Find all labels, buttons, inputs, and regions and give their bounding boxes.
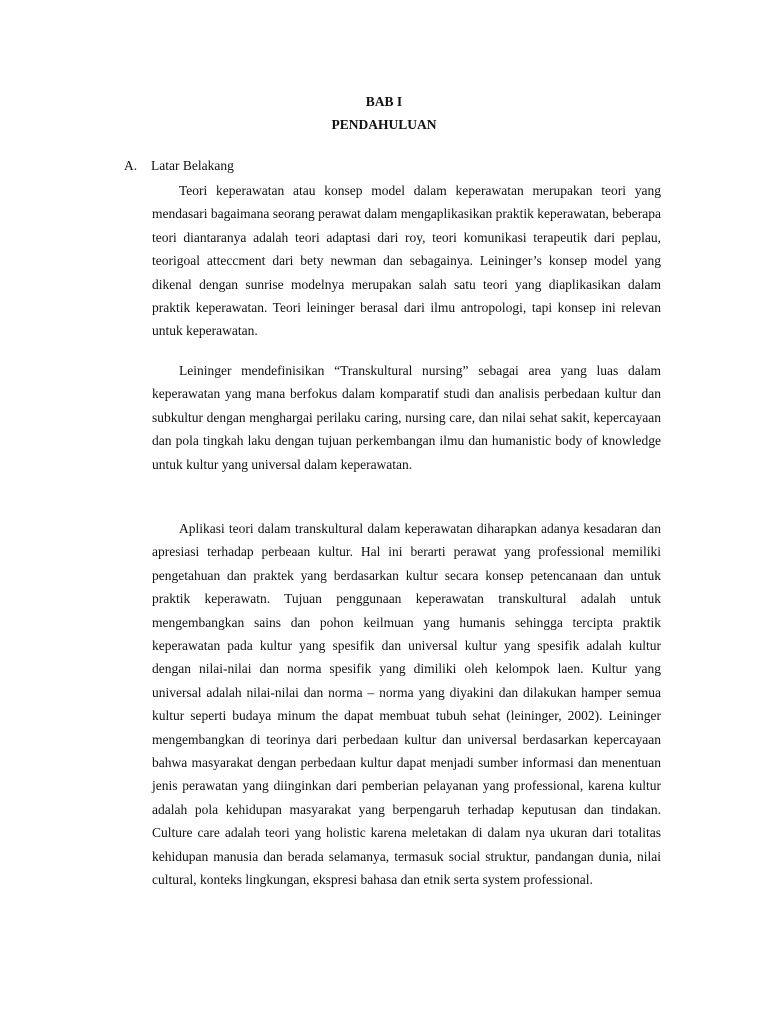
section-letter: A. — [124, 158, 138, 173]
paragraph-3: Aplikasi teori dalam transkultural dalam keperawatan diharapkan adanya kesadaran dan apresiasi terhadap perbeaan kultur. Hal ini berarti perawat yang professional memiliki pengetahuan dan praktek yang berdasarkan kultur secara konsep petencanaan dan untuk praktik keperawatn. Tujuan penggunaan keperawatan transkultural adalah untuk mengembangkan sains dan pohon keilmuan yang humanis sehingga tercipta praktik keperawatan pada kultur yang spesifik dan universal kultur yang spesifik adalah kultur dengan nilai-nilai dan norma spesifik yang dimiliki oleh kelompok laen. Kultur yang universal adalah nilai-nilai dan norma – norma yang diyakini dan dilakukan hamper semua kultur seperti budaya minum the dapat membuat tubuh sehat (leininger, 2002). Leininger mengembangkan di teorinya dari perbedaan kultur dan universal berdasarkan kepercayaan bahwa masyarakat dengan perbedaan kultur dapat menjadi sumber informasi dan menentuan jenis perawatan yang diinginkan dari pemberian pelayanan yang professional, karena kultur adalah pola kehidupan masyarakat yang berpengaruh terhadap keputusan dan tindakan. Culture care adalah teori yang holistic karena meletakan di dalam nya ukuran dari totalitas kehidupan manusia dan berada selamanya, termasuk social struktur, pandangan dunia, nilai cultural, konteks lingkungan, ekspresi bahasa dan etnik serta system professional. — [152, 521, 661, 888]
section-title: Latar Belakang — [151, 158, 234, 173]
section-heading — [124, 157, 234, 175]
paragraph-1: Teori keperawatan atau konsep model dalam keperawatan merupakan teori yang mendasari bagaimana seorang perawat dalam mengaplikasikan praktik keperawatan, beberapa teori diantaranya adalah teori adaptasi dari roy, teori komunikasi terapeutik dari peplau, teorigoal atteccment dari bety newman dan sebagainya. Leininger’s konsep model yang dikenal dengan sunrise modelnya merupakan salah satu teori yang diaplikasikan dalam praktik keperawatan. Teori leininger berasal dari ilmu antropologi, tapi konsep ini relevan untuk keperawatan. — [152, 183, 661, 339]
chapter-number: BAB I — [365, 94, 403, 109]
paragraph-2: Leininger mendefinisikan “Transkultural nursing” sebagai area yang luas dalam keperawatan yang mana berfokus dalam komparatif studi dan analisis perbedaan kultur dan subkultur dengan menghargai perilaku caring, nursing care, dan nilai sehat sakit, kepercayaan dan pola tingkah laku dengan tujuan perkembangan ilmu dan humanistic body of knowledge untuk kultur yang universal dalam keperawatan. — [152, 363, 661, 472]
chapter-title: PENDAHULUAN — [331, 117, 437, 132]
